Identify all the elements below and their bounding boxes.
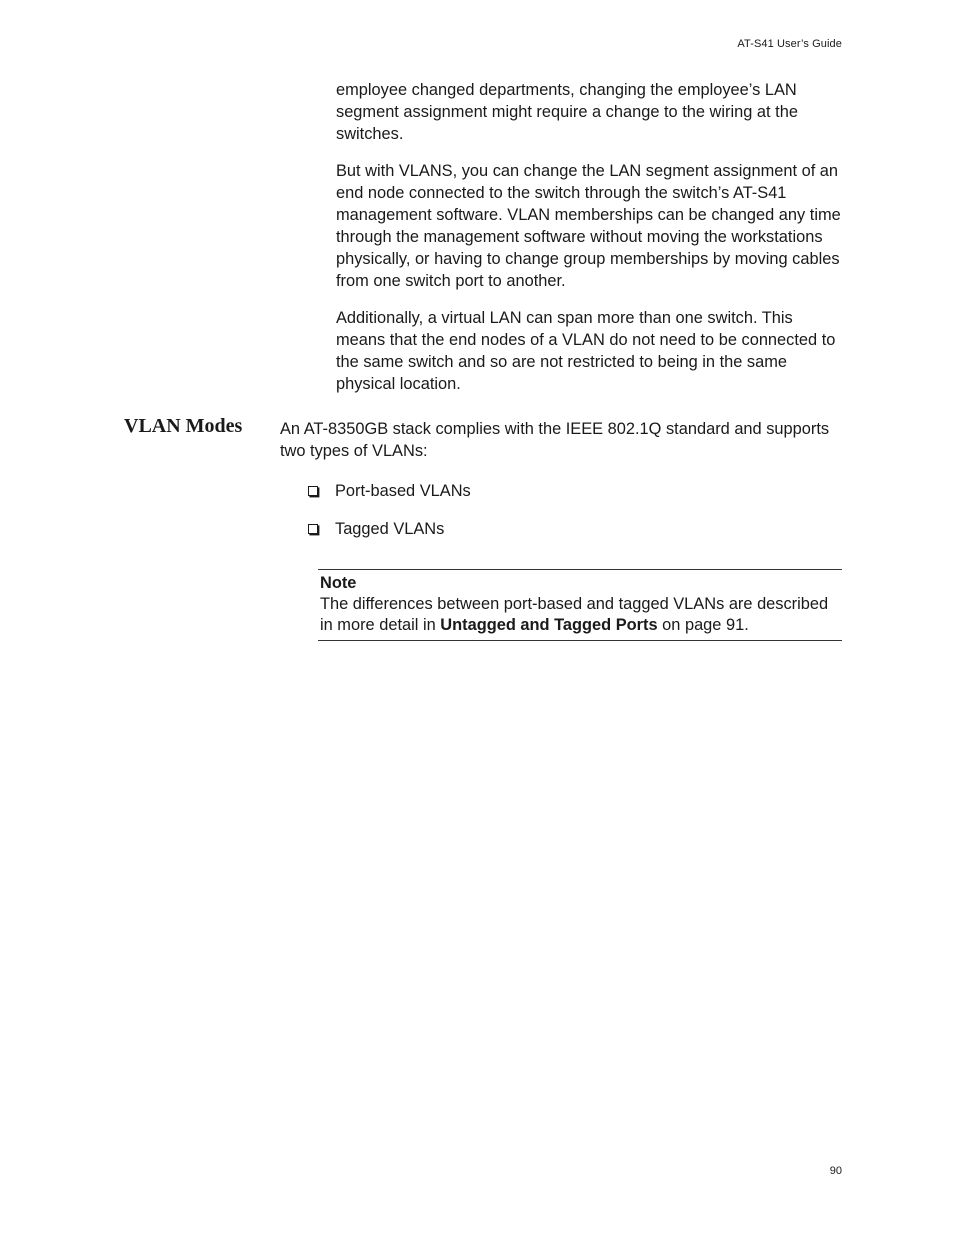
note-box [318, 569, 842, 641]
note-title: Note [320, 574, 357, 592]
note-text-before: The differences between port-based and tagged VLANs are described in more detail in [320, 595, 829, 634]
section-heading-vlan-modes: VLAN Modes [124, 415, 243, 437]
list-item [306, 480, 471, 502]
body-paragraph-1: employee changed departments, changing the employee’s LAN segment assignment might require a change to the wiring at the switches. [336, 81, 798, 143]
note-text [320, 594, 842, 636]
checkbox-bullet-icon [308, 486, 318, 496]
cross-reference-link[interactable]: Untagged and Tagged Ports [440, 616, 658, 634]
list-item-label: Tagged VLANs [335, 520, 445, 538]
vlan-types-list [306, 480, 471, 556]
list-item [306, 518, 471, 540]
section-intro: An AT-8350GB stack complies with the IEEE 802.1Q standard and supports two types of VLANs: [280, 420, 830, 460]
page-number: 90 [829, 1165, 842, 1177]
running-header: AT-S41 User’s Guide [737, 38, 842, 50]
note-text-after: on page 91. [657, 616, 749, 634]
checkbox-bullet-icon [308, 524, 318, 534]
list-item-label: Port-based VLANs [335, 482, 471, 500]
body-paragraph-3: Additionally, a virtual LAN can span more than one switch. This means that the end nodes of a VLAN do not need to be connected to the same switch and so are not restricted to being in the same physical location. [336, 309, 836, 393]
body-paragraph-2: But with VLANS, you can change the LAN segment assignment of an end node connected to the switch through the switch’s AT-S41 management software. VLAN memberships can be changed any time through the management software without moving the workstations physically, or having to change group memberships by moving cables from one switch port to another. [336, 162, 841, 290]
